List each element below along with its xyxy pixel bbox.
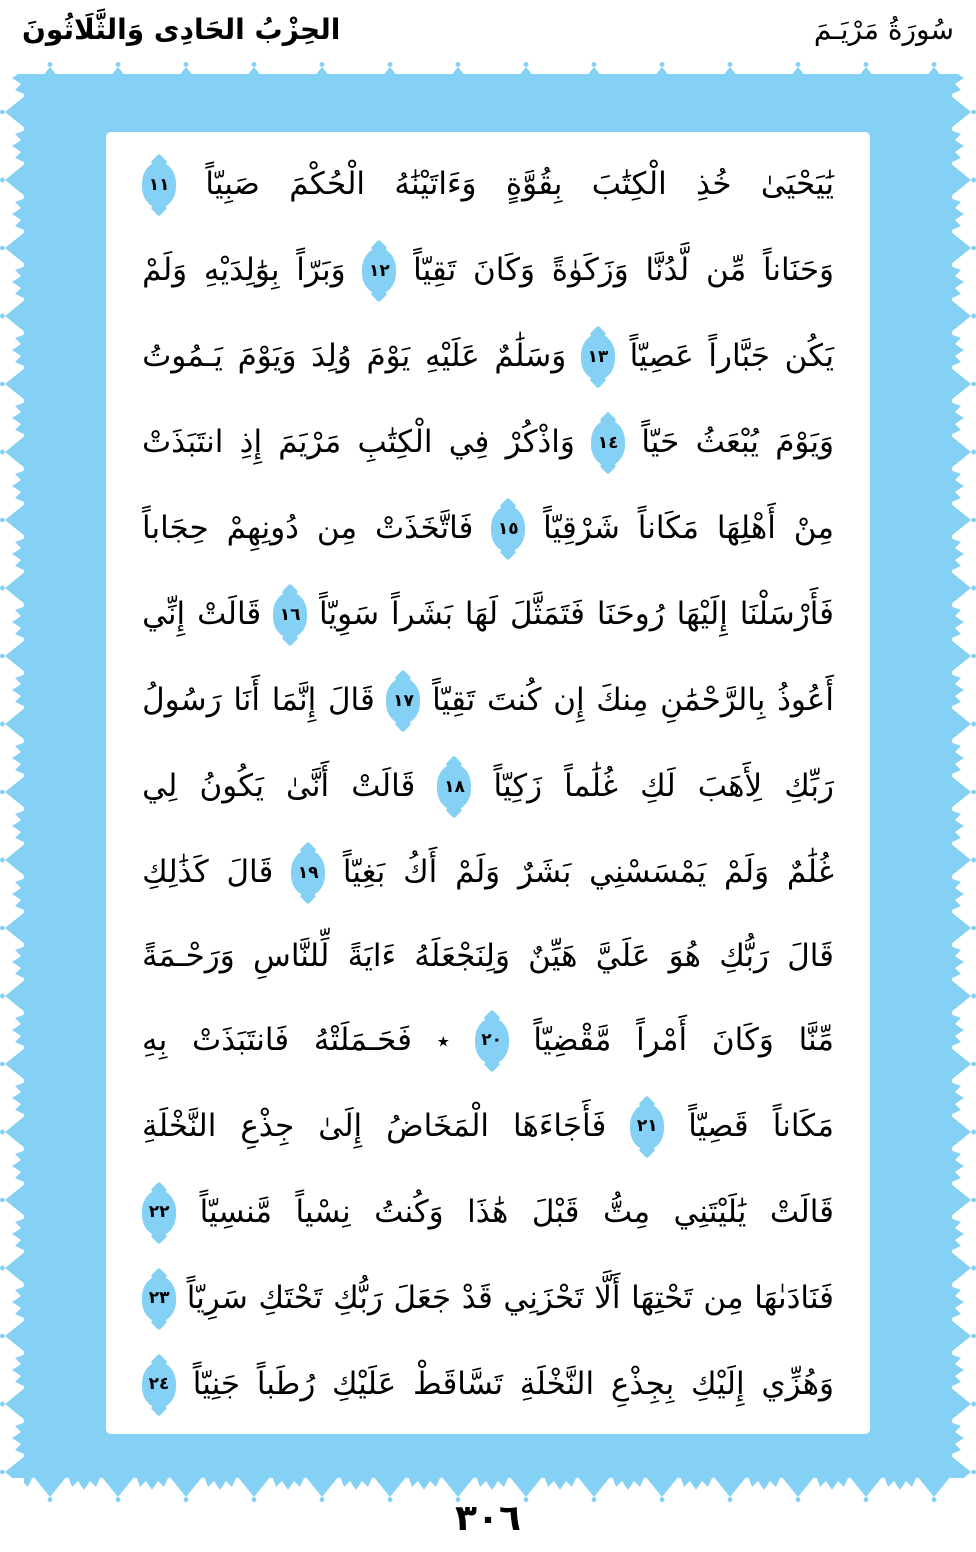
quran-line: [142, 850, 834, 896]
ayah-word: يَـمُوتُ: [142, 338, 223, 375]
decorative-frame: [0, 62, 976, 1502]
ayah-number: ٢٤: [148, 1374, 170, 1395]
page-header: [0, 4, 976, 62]
ayah-number-badge: [630, 1104, 664, 1150]
quran-line: [142, 334, 834, 380]
ayah-word: لِي: [142, 768, 178, 805]
ayah-word: وَكُنتُ: [374, 1193, 444, 1230]
quran-line: [142, 1104, 834, 1150]
ayah-number-badge: [386, 678, 420, 724]
quran-line: [142, 162, 834, 208]
ayah-word: قَالَتْ: [351, 768, 416, 805]
quran-line: [142, 506, 834, 552]
ayah-word: وَءَاتَيْنَٰهُ: [394, 166, 477, 203]
ayah-word: النَّخْلَةِ: [519, 1365, 595, 1402]
ayah-word: عَلَيْكِ: [332, 1365, 397, 1402]
quran-text-area: [106, 132, 870, 1434]
ayah-word: سَوِيّاً: [319, 596, 380, 633]
ayah-word: فَحَـمَلَتْهُ: [313, 1021, 412, 1058]
page-number: ٣٠٦: [455, 1498, 521, 1539]
ayah-word: يَوْمَ: [366, 338, 411, 375]
quran-line: [142, 1276, 834, 1322]
ayah-word: مَكَاناً: [772, 1107, 834, 1144]
ayah-number-badge: [142, 1276, 176, 1322]
ayah-word: حِجَاباً: [142, 510, 209, 547]
ayah-number-badge: [437, 764, 471, 810]
ayah-word: جِذْعِ: [240, 1107, 295, 1144]
ayah-number: ١٢: [368, 260, 390, 281]
ayah-word: الْمَخَاضُ: [386, 1107, 490, 1144]
ayah-word: الْحُكْمَ: [289, 166, 366, 203]
ayah-word: وَحَنَاناً: [762, 252, 834, 289]
ayah-word: وَكَانَ: [711, 1021, 774, 1058]
ayah-word: رَبِّكِ: [784, 768, 834, 805]
ayah-word: هَيِّنٌ: [528, 938, 578, 974]
hizb-title: الحِزْبُ الحَادِى وَالثَّلَاثُونَ: [22, 13, 341, 46]
ayah-word: تَحْتِهَا: [631, 1279, 693, 1316]
ayah-word: رَسُولُ: [142, 682, 222, 719]
quran-line: [142, 592, 834, 638]
ayah-word: رُطَباً: [256, 1365, 316, 1402]
ayah-word: رُوحَنَا: [596, 596, 665, 633]
ayah-word: إِلَىٰ: [318, 1107, 363, 1144]
ayah-word: غُلَٰمٌ: [786, 854, 834, 891]
ayah-word: يَمْسَسْنِي: [589, 854, 707, 891]
ayah-word: قَالَ: [787, 938, 834, 974]
ayah-word: تَحْتَكِ: [258, 1279, 323, 1316]
ayah-word: مَكَاناً: [637, 510, 700, 547]
ayah-word: لِأَهَبَ: [697, 768, 763, 805]
ayah-word: أَعُوذُ: [777, 682, 834, 719]
ayah-word: وَهُزِّي: [761, 1365, 834, 1402]
ayah-word: فِي: [448, 424, 490, 461]
ayah-word: أَهْلِهَا: [716, 510, 776, 547]
ayah-word: خُذِ: [696, 166, 732, 203]
ayah-number: ١٧: [393, 690, 414, 711]
ayah-number: ١٦: [279, 604, 301, 625]
ayah-word: قَالَ: [226, 854, 274, 891]
ayah-word: إِنَّمَا: [271, 682, 317, 719]
ayah-word: غُلَٰماً: [564, 768, 618, 805]
ayah-word: فَنَادَىٰهَا: [754, 1279, 834, 1316]
frame-zigzag-top: [24, 62, 952, 88]
ayah-number-badge: [291, 850, 325, 896]
ayah-word: تَحْزَنِي: [503, 1279, 584, 1316]
ayah-word: دُونِهِمْ: [226, 510, 299, 547]
ayah-word: صَبِيّاً: [205, 166, 260, 203]
ayah-word: بِوَٰلِدَيْهِ: [203, 252, 280, 289]
ayah-word: أَنَّىٰ: [286, 768, 330, 805]
ayah-word: وَكَانَ: [473, 252, 535, 289]
ayah-word: عَلَيْهِ: [424, 338, 480, 375]
ayah-word: مِن: [316, 510, 358, 547]
quran-line: [142, 936, 834, 978]
ayah-word: بِقُوَّةٍ: [505, 166, 563, 203]
ayah-word: شَرْقِيّاً: [543, 510, 620, 547]
ayah-number-badge: [491, 506, 525, 552]
ayah-word: يَٰلَيْتَنِي: [673, 1193, 747, 1230]
ayah-word: لَّدُنَّا: [645, 252, 690, 289]
ayah-word: النَّخْلَةِ: [142, 1107, 217, 1144]
ayah-word: تَقِيّاً: [432, 682, 476, 719]
ayah-word: وَلِنَجْعَلَهُ: [414, 938, 510, 974]
ayah-word: مَرْيَمَ: [278, 424, 342, 461]
ayah-word: مَّنسِيّاً: [199, 1193, 272, 1230]
ayah-number: ١٤: [597, 432, 619, 453]
quran-line: [142, 1190, 834, 1236]
ayah-number-badge: [142, 1190, 176, 1236]
ayah-number: ٢٣: [148, 1288, 170, 1309]
ayah-number-badge: [142, 1362, 176, 1408]
ayah-word: مِّنَّا: [798, 1021, 834, 1058]
ayah-word: يُبْعَثُ: [695, 424, 759, 461]
ayah-number: ٢١: [636, 1116, 658, 1137]
frame-zigzag-left: [0, 74, 26, 1478]
ayah-number-badge: [273, 592, 307, 638]
ayah-word: وَسَلَٰمٌ: [494, 338, 567, 375]
ayah-word: مِتُّ: [603, 1193, 651, 1230]
ayah-word: وَاذْكُرْ: [505, 424, 575, 461]
quran-line: [142, 678, 834, 724]
ayah-word: عَصِيّاً: [629, 338, 694, 375]
ayah-word: وَبَرّاً: [296, 252, 346, 289]
ayah-word: إِلَيْهَا: [676, 596, 728, 633]
ayah-word: بِجِذْعِ: [610, 1365, 675, 1402]
ayah-word: جَبَّاراً: [708, 338, 770, 375]
ayah-word: أَنَا: [233, 682, 260, 719]
ayah-word: فَتَمَثَّلَ: [510, 596, 585, 633]
ayah-number-badge: [362, 248, 396, 294]
ayah-word: بَغِيّاً: [342, 854, 386, 891]
ayah-word: فَأَرْسَلْنَا: [739, 596, 834, 633]
ayah-word: يَكُن: [784, 338, 834, 375]
ayah-word: قَالَتْ: [197, 596, 262, 633]
ayah-word: إِن: [553, 682, 585, 719]
ayah-word: تَقِيّاً: [413, 252, 457, 289]
ayah-word: وَلَمْ: [455, 854, 501, 891]
ayah-number: ٢٠: [481, 1030, 502, 1051]
ayah-word: فَاتَّخَذَتْ: [374, 510, 474, 547]
ayah-word: بَشَراً: [391, 596, 453, 633]
ayah-word: أَكُ: [403, 854, 438, 891]
ayah-word: وُلِدَ: [311, 338, 352, 375]
ayah-word: يَكُونُ: [199, 768, 264, 805]
ayah-word: كُنتَ: [486, 682, 542, 719]
ayah-word: قَالَ: [327, 682, 375, 719]
ayah-word: مِن: [703, 1279, 744, 1316]
ayah-number-badge: [591, 420, 625, 466]
ayah-word: جَنِيّاً: [192, 1365, 241, 1402]
quran-line: [142, 764, 834, 810]
quran-line: [142, 420, 834, 466]
quran-line: [142, 248, 834, 294]
ayah-word: إِذِ: [239, 424, 263, 461]
ayah-number: ١٨: [444, 776, 465, 797]
ayah-word: رَبُّكِ: [719, 938, 769, 974]
ayah-word: نِسْياً: [295, 1193, 351, 1230]
quran-line: [142, 1018, 834, 1064]
ayah-word: وَيَوْمَ: [775, 424, 834, 461]
ayah-word: هُوَ: [668, 938, 701, 974]
ayah-word: يَٰيَحْيَىٰ: [760, 166, 834, 203]
surah-title: سُورَةُ مَرْيَـمَ: [813, 13, 954, 46]
ayah-number: ١٩: [297, 862, 319, 883]
ayah-word: لِّلنَّاسِ: [253, 938, 330, 974]
ayah-word: قَالَتْ: [769, 1193, 834, 1230]
ayah-word: مِنْ: [793, 510, 834, 547]
ayah-word: وَلَمْ: [142, 252, 188, 289]
quran-line: [142, 1362, 834, 1408]
rub-hizb-star-icon: ٭: [436, 1026, 450, 1055]
ayah-word: وَرَحْـمَةً: [142, 938, 235, 974]
ayah-word: زَكِيّاً: [493, 768, 543, 805]
ayah-word: بِهِ: [142, 1021, 168, 1058]
ayah-word: فَانتَبَذَتْ: [192, 1021, 290, 1058]
ayah-word: قَدْ: [461, 1279, 493, 1316]
ayah-word: إِلَيْكِ: [691, 1365, 745, 1402]
ayah-word: بِالرَّحْمَٰنِ: [660, 682, 766, 719]
ayah-word: الْكِتَٰبِ: [357, 424, 433, 461]
ayah-word: أَمْراً: [636, 1021, 688, 1058]
ayah-word: لَهَا: [464, 596, 499, 633]
ayah-word: جَعَلَ: [393, 1279, 452, 1316]
ayah-word: كَذَٰلِكِ: [142, 854, 209, 891]
ayah-word: سَرِيّاً: [186, 1279, 248, 1316]
ayah-word: قَصِيّاً: [688, 1107, 749, 1144]
ayah-word: مَّقْضِيّاً: [533, 1021, 612, 1058]
ayah-word: قَبْلَ: [531, 1193, 580, 1230]
ayah-word: عَلَيَّ: [595, 938, 651, 974]
ayah-word: وَزَكَوٰةً: [551, 252, 629, 289]
ayah-word: فَأَجَاءَهَا: [513, 1107, 607, 1144]
ayah-word: مِّن: [706, 252, 747, 289]
ayah-number: ٢٢: [148, 1202, 170, 1223]
ayah-number-badge: [142, 162, 176, 208]
ayah-word: هَٰذَا: [467, 1193, 509, 1230]
ayah-word: بَشَرٌ: [517, 854, 572, 891]
ayah-word: إِنِّي: [142, 596, 186, 633]
ayah-number: ١١: [148, 174, 170, 195]
ayah-word: لَكِ: [640, 768, 676, 805]
ayah-word: رَبُّكِ: [333, 1279, 383, 1316]
ayah-word: مِنكَ: [596, 682, 649, 719]
ayah-word: حَيّاً: [641, 424, 680, 461]
ayah-word: وَلَمْ: [724, 854, 770, 891]
ayah-number-badge: [581, 334, 615, 380]
ayah-word: ءَايَةً: [347, 938, 397, 974]
ayah-number-badge: [475, 1018, 509, 1064]
ayah-word: انتَبَذَتْ: [142, 424, 224, 461]
ayah-number: ١٣: [587, 346, 609, 367]
ayah-word: تَسَّاقَطْ: [413, 1365, 504, 1402]
ayah-word: وَيَوْمَ: [237, 338, 297, 375]
frame-zigzag-right: [950, 74, 976, 1478]
ayah-word: أَلَّا: [594, 1279, 621, 1316]
ayah-number: ١٥: [497, 518, 519, 539]
ayah-word: الْكِتَٰبَ: [591, 166, 667, 203]
